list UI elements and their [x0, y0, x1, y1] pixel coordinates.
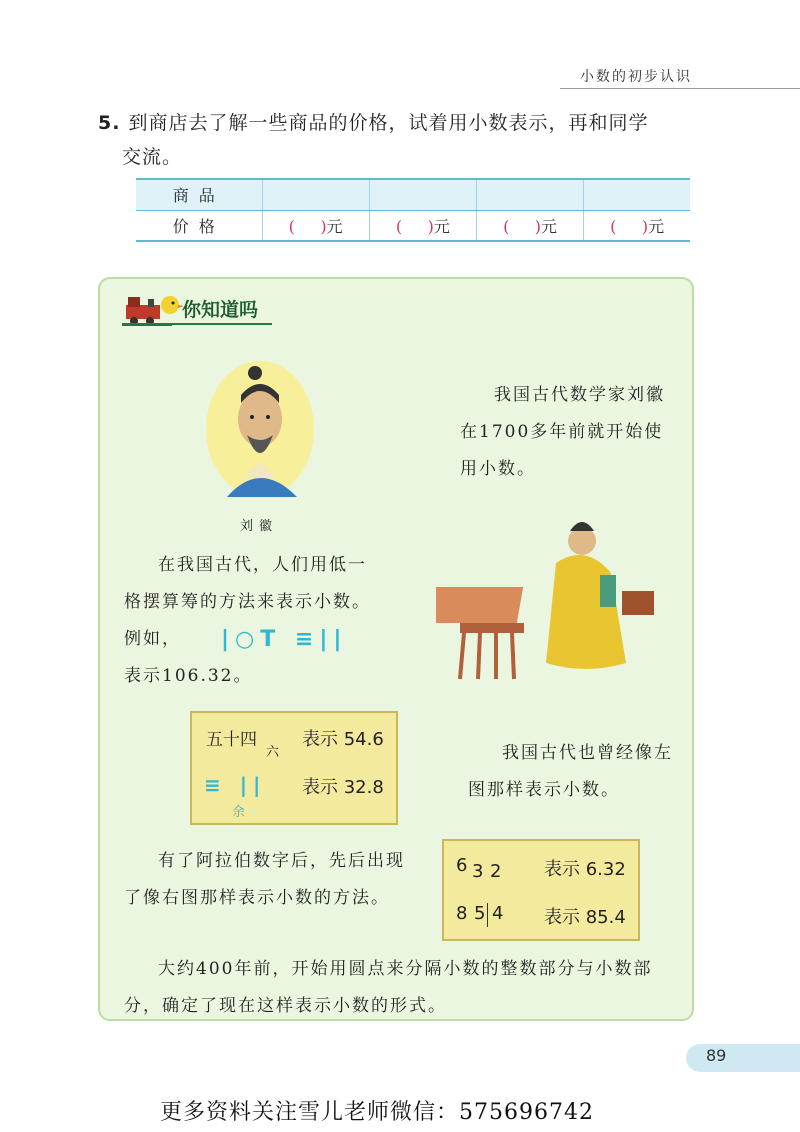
panel1-row2-sub: 余 — [232, 805, 246, 820]
question-line1: 到商店去了解一些商品的价格，试着用小数表示，再和同学 — [128, 112, 649, 134]
page-number-tab — [686, 1044, 800, 1072]
page-number: 89 — [706, 1046, 727, 1065]
goods-cell[interactable] — [584, 179, 690, 210]
arabic-decimal-panel — [442, 839, 640, 941]
paragraph-ancient-notation: 我国古代也曾经像左图那样表示小数。 — [468, 743, 673, 800]
decimal-separator-line — [487, 903, 488, 927]
paragraph-counting-rods: 在我国古代，人们用低一格摆算筹的方法来表示小数。例如， |○T ≡|| 表示106.32。 — [124, 555, 371, 686]
goods-cell[interactable] — [369, 179, 476, 210]
price-cell[interactable]: ( )元 — [262, 210, 369, 241]
question-line2: 交流。 — [122, 146, 183, 168]
header-rule — [560, 88, 800, 89]
paragraph-arabic-numerals: 有了阿拉伯数字后，先后出现了像右图那样表示小数的方法。 — [124, 851, 405, 908]
goods-cell[interactable] — [476, 179, 583, 210]
footer-watermark: 更多资料关注雪儿老师微信：575696742 — [160, 1100, 594, 1125]
box-title: 你知道吗 — [182, 299, 259, 321]
price-table — [136, 178, 690, 242]
price-cell[interactable]: ( )元 — [369, 210, 476, 241]
paragraph-decimal-point: 大约400年前，开始用圆点来分隔小数的整数部分与小数部分，确定了现在这样表示小数的形式。 — [124, 959, 653, 1016]
panel2-row1-value: 表示 6.32 — [544, 859, 626, 880]
paragraph-liu-hui: 我国古代数学家刘徽在1700多年前就开始使用小数。 — [460, 385, 665, 479]
goods-label: 商品 — [136, 179, 262, 210]
panel1-row1-value: 表示 54.6 — [302, 729, 384, 750]
title-rule — [122, 323, 272, 325]
goods-cell[interactable] — [262, 179, 369, 210]
price-cell[interactable]: ( )元 — [584, 210, 690, 241]
scholar-at-desk-illustration — [436, 503, 666, 693]
question-number: 5. — [98, 112, 121, 134]
train-icon — [122, 291, 184, 327]
panel1-row1-sub: 六 — [266, 745, 280, 760]
counting-rods-example: |○T ≡|| — [221, 627, 348, 652]
ancient-decimal-panel — [190, 711, 398, 825]
panel1-row2-rods: ≡ || — [204, 773, 267, 797]
panel2-row2-digit: 5 — [474, 903, 486, 924]
panel1-row1-chinese: 五十四 — [206, 730, 257, 750]
panel1-row2-value: 表示 32.8 — [302, 777, 384, 798]
price-label: 价格 — [136, 210, 262, 241]
panel2-row2-digit: 4 — [492, 903, 504, 924]
price-cell[interactable]: ( )元 — [476, 210, 583, 241]
did-you-know-box — [98, 277, 694, 1021]
page-header-title: 小数的初步认识 — [580, 69, 692, 85]
goods-row — [136, 179, 690, 210]
question-5 — [98, 106, 708, 174]
panel2-row2-value: 表示 85.4 — [544, 907, 626, 928]
panel2-row1-digit: 6 — [456, 855, 468, 876]
panel2-row1-digit: 2 — [490, 861, 502, 882]
liu-hui-portrait — [205, 359, 315, 499]
price-row — [136, 210, 690, 241]
portrait-caption: 刘徽 — [240, 519, 279, 534]
panel2-row1-digit: 3 — [472, 861, 484, 882]
panel2-row2-digit: 8 — [456, 903, 468, 924]
